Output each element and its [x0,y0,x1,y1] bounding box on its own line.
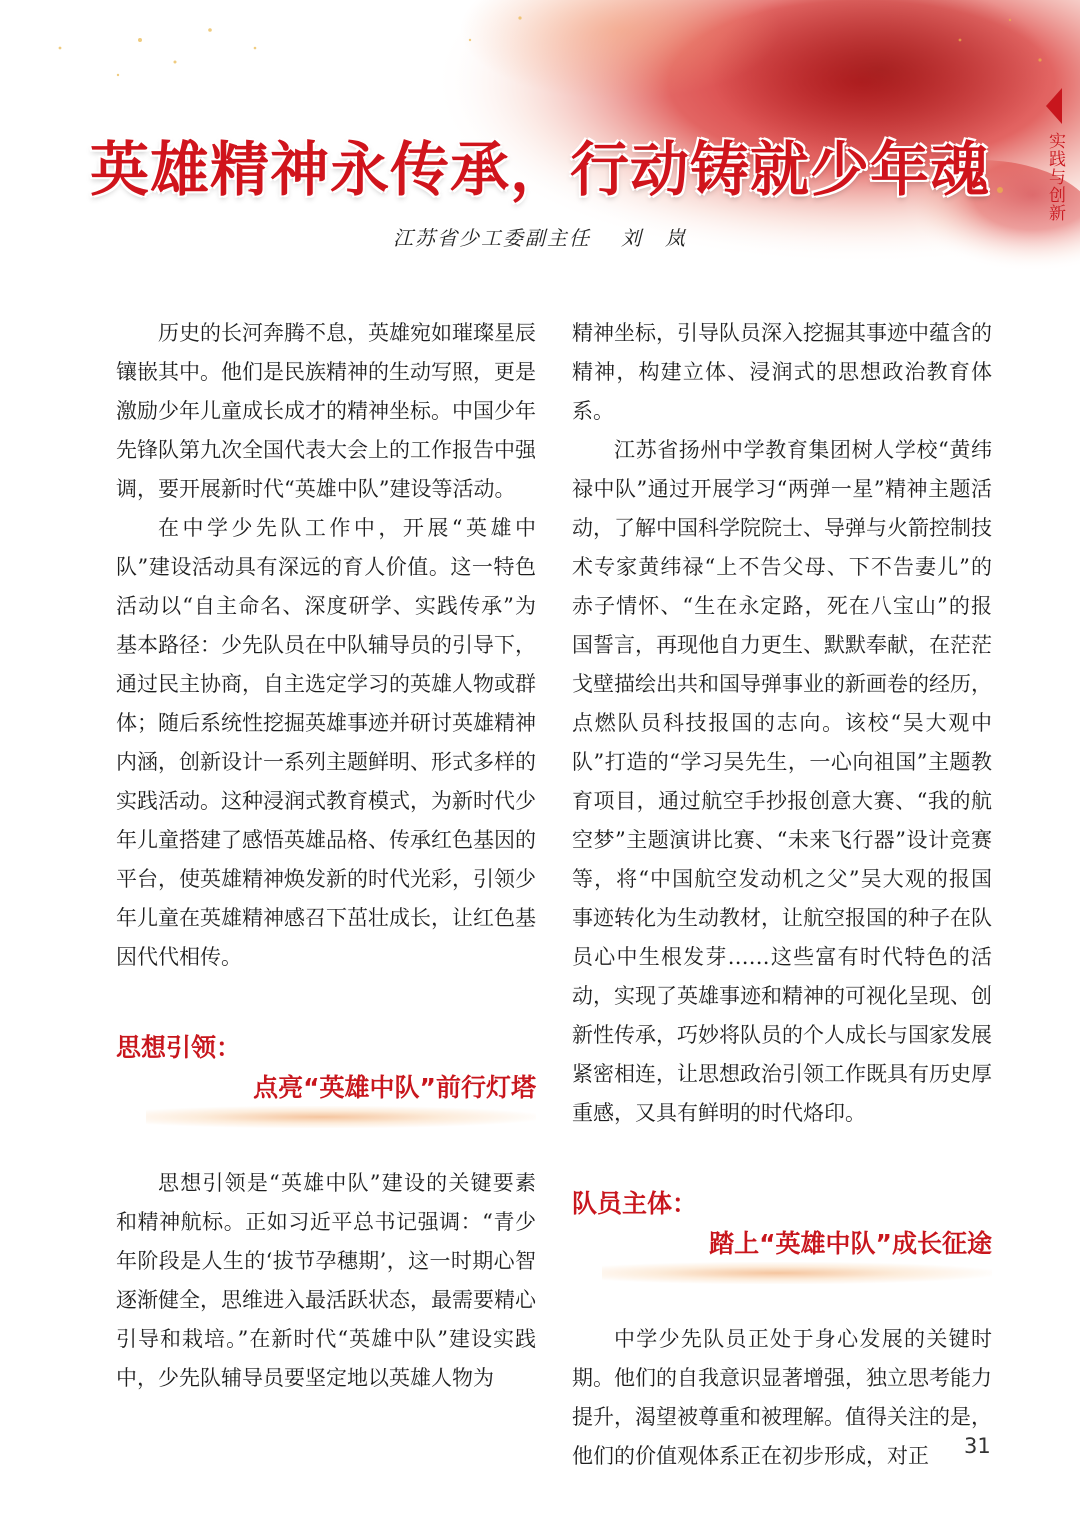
author-name: 刘 岚 [621,226,687,250]
left-column [116,314,536,1398]
section-heading-2 [572,1176,992,1300]
heading-glow-decoration [146,1106,536,1128]
intro-paragraph-2: 在中学少先队工作中，开展“英雄中队”建设活动具有深远的育人价值。这一特色活动以“自主命名、深度研学、实践传承”为基本路径：少先队员在中队辅导员的引导下，通过民主协商，自主选定学习的英雄人物或群体；随后系统性挖掘英雄事迹并研讨英雄精神内涵，创新设计一系列主题鲜明、形式多样的实践活动。这种浸润式教育模式，为新时代少年儿童搭建了感悟英雄品格、传承红色基因的平台，使英雄精神焕发新的时代光彩，引领少年儿童在英雄精神感召下茁壮成长，让红色基因代代相传。 [116,516,536,969]
page-title: 英雄精神永传承，行动铸就少年魂 [89,135,990,204]
section-1-heading-line-2: 点亮“英雄中队”前行灯塔 [253,1073,536,1102]
section-1-heading-line-1: 思想引领： [116,1033,242,1062]
right-column [572,314,992,1476]
author-role: 江苏省少工委副主任 [393,226,591,250]
page-number: 31 [964,1434,991,1458]
intro-paragraph-1: 历史的长河奔腾不息，英雄宛如璀璨星辰镶嵌其中。他们是民族精神的生动写照，更是激励少年儿童成长成才的精神坐标。中国少年先锋队第九次全国代表大会上的工作报告中强调，要开展新时代“英雄中队”建设等活动。 [116,321,536,501]
author-line [0,222,1080,251]
section-heading-1 [116,1020,536,1144]
continued-paragraph: 精神坐标，引导队员深入挖掘其事迹中蕴含的精神，构建立体、浸润式的思想政治教育体系。 [572,321,992,423]
section-tab-label: 实践与创新 [1045,132,1065,222]
section-2-heading-line-2: 踏上“英雄中队”成长征途 [709,1229,992,1258]
heading-glow-decoration [602,1262,992,1284]
section-2-heading-line-1: 队员主体： [572,1189,698,1218]
example-paragraph: 江苏省扬州中学教育集团树人学校“黄纬禄中队”通过开展学习“两弹一星”精神主题活动，了解中国科学院院士、导弹与火箭控制技术专家黄纬禄“上不告父母、下不告妻儿”的赤子情怀、“生在永定路，死在八宝山”的报国誓言，再现他自力更生、默默奉献，在茫茫戈壁描绘出共和国导弹事业的新画卷的经历，点燃队员科技报国的志向。该校“吴大观中队”打造的“学习吴先生，一心向祖国”主题教育项目，通过航空手抄报创意大赛、“我的航空梦”主题演讲比赛、“未来飞行器”设计竞赛等，将“中国航空发动机之父”吴大观的报国事迹转化为生动教材，让航空报国的种子在队员心中生根发芽……这些富有时代特色的活动，实现了英雄事迹和精神的可视化呈现、创新性传承，巧妙将队员的个人成长与国家发展紧密相连，让思想政治引领工作既具有历史厚重感，又具有鲜明的时代烙印。 [572,438,992,1125]
section-2-paragraph: 中学少先队员正处于身心发展的关键时期。他们的自我意识显著增强，独立思考能力提升，渴望被尊重和被理解。值得关注的是，他们的价值观体系正在初步形成，对正 [572,1327,992,1468]
section-1-paragraph: 思想引领是“英雄中队”建设的关键要素和精神航标。正如习近平总书记强调：“青少年阶段是人生的‘拔节孕穗期’，这一时期心智逐渐健全，思维进入最活跃状态，最需要精心引导和栽培。”在新时代“英雄中队”建设实践中，少先队辅导员要坚定地以英雄人物为 [116,1171,536,1390]
tab-arrow-icon [1046,88,1062,124]
